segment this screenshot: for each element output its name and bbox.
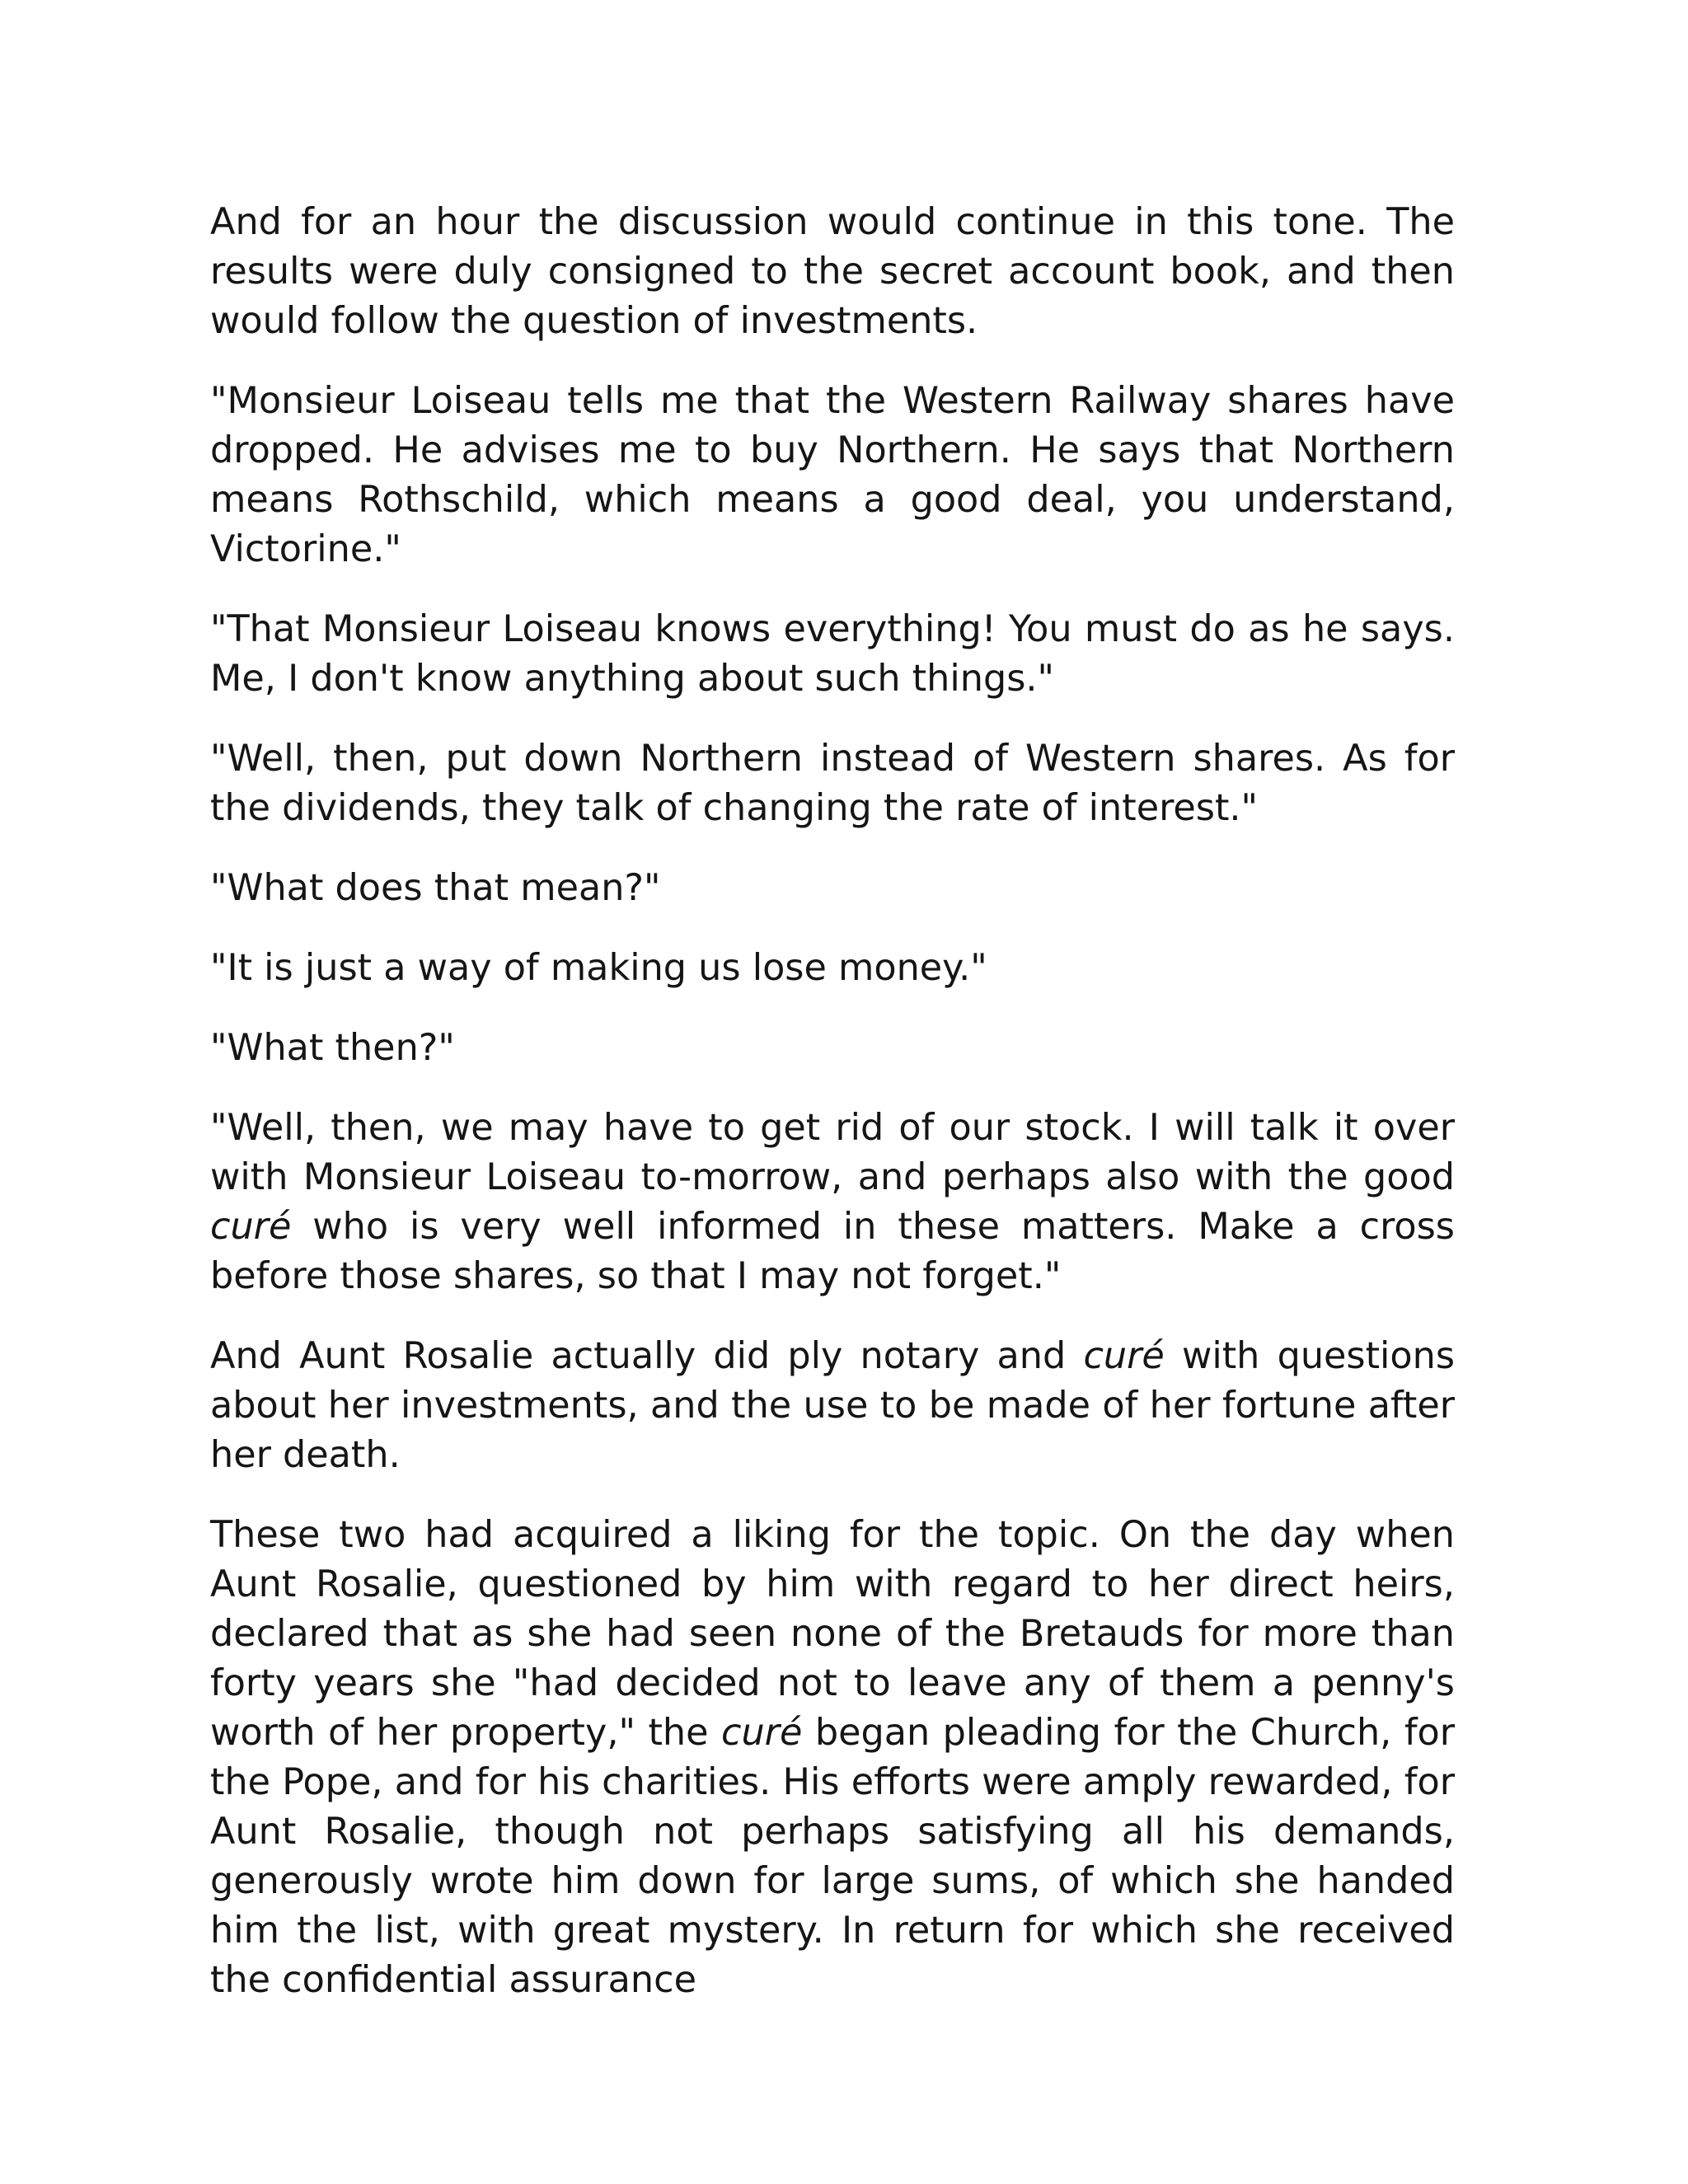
paragraph-text: "That Monsieur Loiseau knows everything! You must do as he says. Me, I don't know anything about such things." <box>210 608 1455 700</box>
paragraph-text: who is very well informed in these matters. Make a cross before those shares, so that I may not forget." <box>210 1206 1455 1297</box>
paragraph-text: And Aunt Rosalie actually did ply notary and <box>210 1335 1084 1377</box>
paragraph-text: with questions about her investments, and the use to be made of her fortune after her death. <box>210 1335 1456 1476</box>
paragraph-5 <box>210 864 1455 913</box>
paragraph-9 <box>210 1332 1455 1480</box>
italic-word: curé <box>210 1206 292 1248</box>
paragraph-3 <box>210 605 1455 704</box>
paragraph-8 <box>210 1104 1455 1301</box>
paragraph-text: These two had acquired a liking for the topic. On the day when Aunt Rosalie, questioned by him with regard to her direct heirs, declared that as she had seen none of the Bretauds for more than forty years she "had decided not to leave any of them a penny's worth of her property," the <box>210 1514 1455 1754</box>
paragraph-text: And for an hour the discussion would continue in this tone. The results were duly consigned to the secret account book, and then would follow the question of investments. <box>210 201 1455 342</box>
paragraph-text: "It is just a way of making us lose money." <box>210 947 987 989</box>
paragraph-text: began pleading for the Church, for the Pope, and for his charities. His efforts were amply rewarded, for Aunt Rosalie, though not perhaps satisfying all his demands, generously wrote him down for large sums, of which she handed him the list, with great mystery. In return for which she received the confidential assurance <box>210 1712 1456 2001</box>
paragraph-text: "Well, then, put down Northern instead of Western shares. As for the dividends, they talk of changing the rate of interest." <box>210 738 1455 829</box>
paragraph-text: "Well, then, we may have to get rid of our stock. I will talk it over with Monsieur Loiseau to-morrow, and perhaps also with the good <box>210 1107 1455 1198</box>
paragraph-4 <box>210 734 1455 833</box>
paragraph-text: "What does that mean?" <box>210 867 661 909</box>
paragraph-2 <box>210 377 1455 574</box>
paragraph-text: "What then?" <box>210 1027 455 1069</box>
italic-word: curé <box>1083 1335 1165 1377</box>
paragraph-1 <box>210 198 1455 346</box>
paragraph-6 <box>210 944 1455 993</box>
paragraph-7 <box>210 1024 1455 1073</box>
document-page <box>210 198 1455 2005</box>
italic-word: curé <box>720 1712 803 1754</box>
paragraph-10 <box>210 1511 1455 2005</box>
paragraph-text: "Monsieur Loiseau tells me that the Western Railway shares have dropped. He advises me to buy Northern. He says that Northern means Rothschild, which means a good deal, you understand, Victorine." <box>210 380 1455 570</box>
